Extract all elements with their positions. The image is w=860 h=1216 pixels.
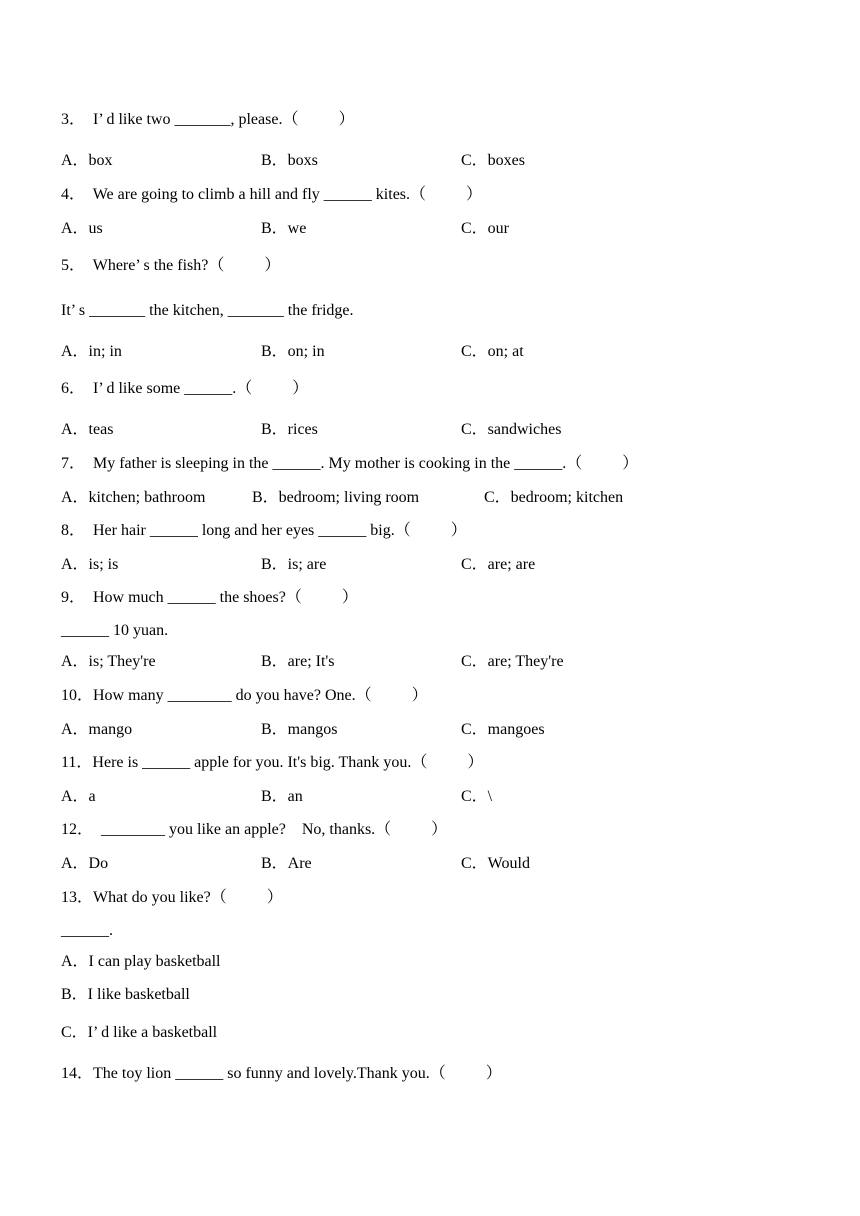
question-12-option-c[interactable]: C．Would — [461, 855, 530, 872]
question-8-stem: 8． Her hair ______ long and her eyes ______ big.（ ） — [61, 522, 467, 539]
question-7-stem: 7． My father is sleeping in the ______. My mother is cooking in the ______.（ ） — [61, 455, 639, 472]
question-9-option-b[interactable]: B．are; It's — [261, 653, 335, 670]
question-13-option-c[interactable]: C．I’ d like a basketball — [61, 1024, 218, 1041]
question-11-stem: 11．Here is ______ apple for you. It's big. Thank you.（ ） — [61, 754, 484, 771]
question-12-option-b[interactable]: B．Are — [261, 855, 312, 872]
question-6-option-b[interactable]: B．rices — [261, 421, 318, 438]
question-13-option-a[interactable]: A．I can play basketball — [61, 953, 221, 970]
question-5-stem: 5． Where’ s the fish?（ ） — [61, 257, 281, 274]
question-8-option-b[interactable]: B．is; are — [261, 556, 327, 573]
question-14-stem: 14．The toy lion ______ so funny and lovely.Thank you.（ ） — [61, 1065, 502, 1082]
question-10-option-b[interactable]: B．mangos — [261, 721, 338, 738]
question-3-option-b[interactable]: B．boxs — [261, 152, 318, 169]
question-10-option-a[interactable]: A．mango — [61, 721, 133, 738]
question-7-option-a[interactable]: A．kitchen; bathroom — [61, 489, 206, 506]
question-7-option-c[interactable]: C．bedroom; kitchen — [484, 489, 624, 506]
question-6-option-c[interactable]: C．sandwiches — [461, 421, 562, 438]
question-4-option-a[interactable]: A．us — [61, 220, 103, 237]
question-13-option-b[interactable]: B．I like basketball — [61, 986, 190, 1003]
question-10-option-c[interactable]: C．mangoes — [461, 721, 545, 738]
question-11-option-c[interactable]: C．\ — [461, 788, 493, 805]
question-6-stem: 6． I’ d like some ______.（ ） — [61, 380, 309, 397]
question-3-option-c[interactable]: C．boxes — [461, 152, 526, 169]
question-6-option-a[interactable]: A．teas — [61, 421, 114, 438]
question-13-stem: 13．What do you like?（ ） — [61, 889, 283, 906]
question-5-option-b[interactable]: B．on; in — [261, 343, 325, 360]
question-4-stem: 4． We are going to climb a hill and fly ______ kites.（ ） — [61, 186, 483, 203]
question-4-option-b[interactable]: B．we — [261, 220, 307, 237]
question-13-answer-line: ______. — [61, 922, 113, 939]
question-9-answer-line: ______ 10 yuan. — [61, 622, 169, 639]
question-3-stem: 3． I’ d like two _______, please.（ ） — [61, 111, 355, 128]
question-5-answer-line: It’ s _______ the kitchen, _______ the fridge. — [61, 302, 354, 319]
question-5-option-a[interactable]: A．in; in — [61, 343, 122, 360]
question-9-stem: 9． How much ______ the shoes?（ ） — [61, 589, 358, 606]
question-7-option-b[interactable]: B．bedroom; living room — [252, 489, 420, 506]
question-9-option-c[interactable]: C．are; They're — [461, 653, 564, 670]
question-9-option-a[interactable]: A．is; They're — [61, 653, 156, 670]
question-12-option-a[interactable]: A．Do — [61, 855, 109, 872]
question-11-option-b[interactable]: B．an — [261, 788, 303, 805]
question-11-option-a[interactable]: A．a — [61, 788, 96, 805]
question-5-option-c[interactable]: C．on; at — [461, 343, 524, 360]
question-4-option-c[interactable]: C．our — [461, 220, 510, 237]
question-8-option-c[interactable]: C．are; are — [461, 556, 536, 573]
question-10-stem: 10．How many ________ do you have? One.（ ） — [61, 687, 428, 704]
question-8-option-a[interactable]: A．is; is — [61, 556, 119, 573]
question-3-option-a[interactable]: A．box — [61, 152, 113, 169]
question-12-stem: 12． ________ you like an apple? No, thanks.（ ） — [61, 821, 448, 838]
